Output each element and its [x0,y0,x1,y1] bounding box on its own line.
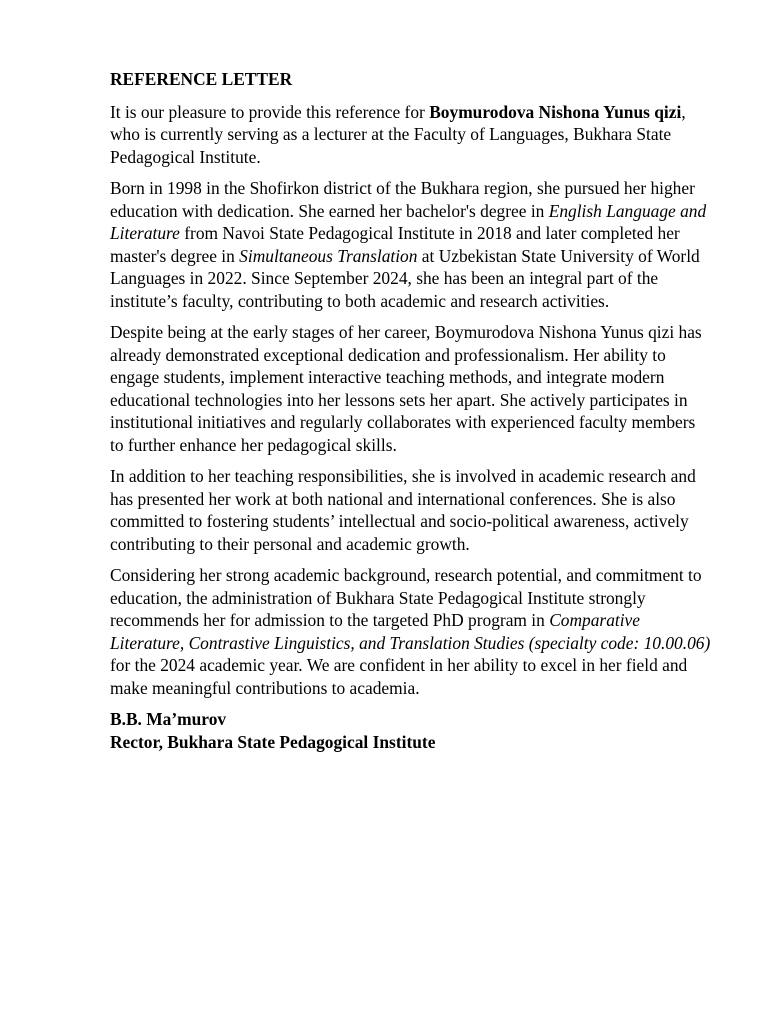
paragraph-teaching: Despite being at the early stages of her career, Boymurodova Nishona Yunus qizi has already demonstrated exceptional dedication and professionalism. Her ability to engage students, implement interactive teaching methods, and integrate modern educational technologies into her lessons sets her apart. She actively participates in institutional initiatives and regularly collaborates with experienced faculty members to further enhance her pedagogical skills. [110,322,702,455]
signature-name: B.B. Ma’murov [110,709,227,729]
bachelor-degree: English Language and Literature [110,200,707,243]
signature-position: Rector, Bukhara State Pedagogical Institute [110,731,436,752]
letter-title: REFERENCE LETTER [110,69,293,89]
intro-text-after: , who is currently serving as a lecturer at the Faculty of Languages, Bukhara State Pedagogical Institute. [110,101,686,167]
candidate-name: Boymurodova Nishona Yunus qizi [429,101,682,122]
reference-letter [110,68,712,753]
education-text-1: Born in 1998 in the Shofirkon district of the Bukhara region, she pursued her higher education with dedication. She earned her bachelor's degree in [110,178,695,221]
paragraph-introduction [110,101,712,169]
intro-text-before: It is our pleasure to provide this reference for [110,101,430,122]
master-degree: Simultaneous Translation [239,245,418,266]
education-text-3: at Uzbekistan State University of World Languages in 2022. Since September 2024, she has been an integral part of the institute’s faculty, contributing to both academic and research activities. [110,245,700,311]
recommendation-text-2: for the 2024 academic year. We are confident in her ability to excel in her field and make meaningful contributions to academia. [110,655,688,698]
phd-program: Comparative Literature, Contrastive Linguistics, and Translation Studies (specialty code: 10.00.06) [110,610,711,653]
paragraph-education [110,177,712,312]
education-text-2: from Navoi State Pedagogical Institute in 2018 and later completed her master's degree in [110,223,680,266]
paragraph-recommendation [110,564,712,699]
recommendation-text-1: Considering her strong academic background, research potential, and commitment to education, the administration of Bukhara State Pedagogical Institute strongly recommends her for admission to the targeted PhD program in [110,565,702,630]
paragraph-research: In addition to her teaching responsibilities, she is involved in academic research and has presented her work at both national and international conferences. She is also committed to fostering students’ intellectual and socio-political awareness, actively contributing to their personal and academic growth. [110,466,696,554]
